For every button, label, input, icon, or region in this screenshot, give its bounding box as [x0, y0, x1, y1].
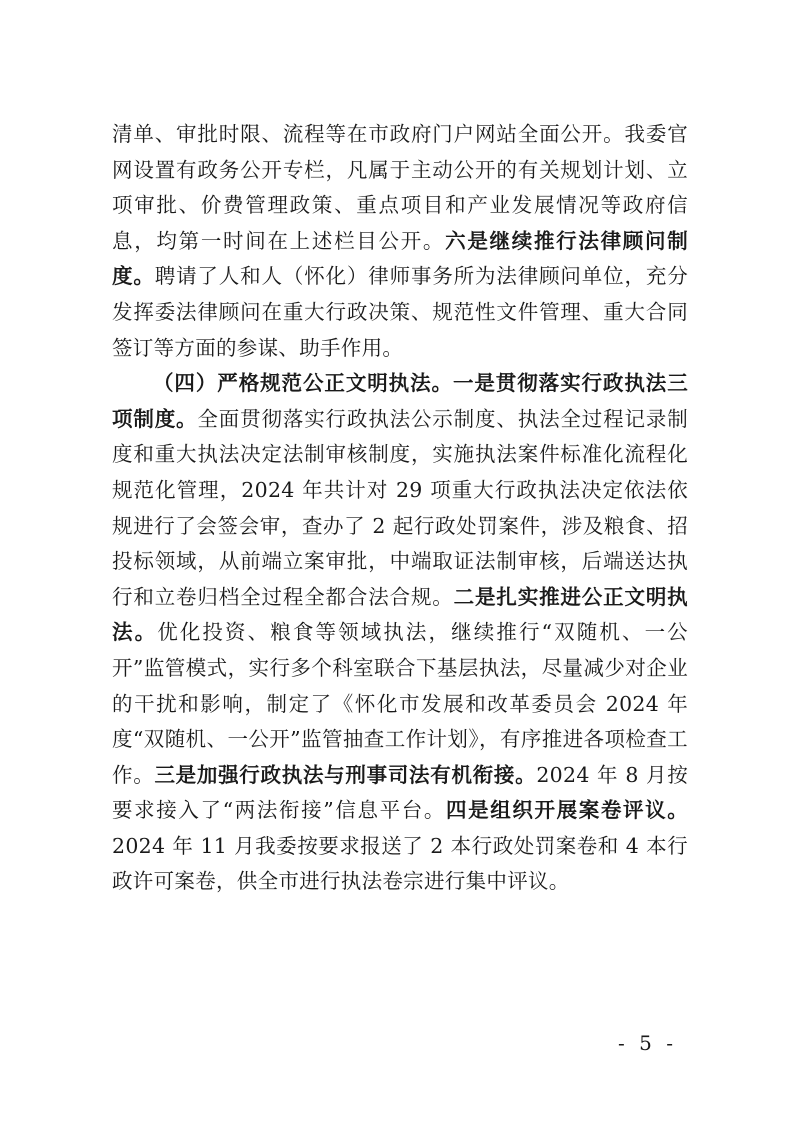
- point-heading-2: 二是扎实推进公正文明执法。: [112, 584, 688, 645]
- paragraph-1: [112, 117, 688, 366]
- paragraph-2-run-5: 优化投资、粮食等领域执法，继续推行“双随机、一公开”监管模式，实行多个科室联合下基层执法，尽量减少对企业的干扰和影响，制定了《怀化市发展和改革委员会 2024 年度“双随机、一公开”监管抽查工作计划》，有序推进各项检查工作。: [112, 620, 688, 787]
- paragraph-2: [112, 366, 688, 900]
- paragraph-1-run-1: 清单、审批时限、流程等在市政府门户网站全面公开。我委官网设置有政务公开专栏，凡属于主动公开的有关规划计划、立项审批、价费管理政策、重点项目和产业发展情况等政府信息，均第一时间在上述栏目公开。: [112, 122, 688, 253]
- paragraph-2-run-9: 2024 年 11 月我委按要求报送了 2 本行政处罚案卷和 4 本行政许可案卷，供全市进行执法卷宗进行集中评议。: [112, 833, 688, 894]
- paragraph-1-run-3: 聘请了人和人（怀化）律师事务所为法律顾问单位，充分发挥委法律顾问在重大行政决策、规范性文件管理、重大合同签订等方面的参谋、助手作用。: [112, 264, 689, 360]
- body-text: [112, 117, 688, 900]
- paragraph-2-run-7: 2024 年 8 月按要求接入了“两法衔接”信息平台。: [112, 762, 688, 823]
- paragraph-2-run-3: 全面贯彻落实行政执法公示制度、执法全过程记录制度和重大执法决定法制审核制度，实施执法案件标准化流程化规范化管理，2024 年共计对 29 项重大行政执法决定依法依规进行了会签会审，查办了 2 起行政处罚案件，涉及粮食、招投标领域，从前端立案审批，中端取证法制审核，后端送达执行和立卷归档全过程全都合法合规。: [112, 406, 688, 609]
- point-heading-4: 四是组织开展案卷评议。: [445, 798, 688, 823]
- point-heading-1: 一是贯彻落实行政执法三项制度。: [112, 371, 688, 431]
- paragraph-1-heading-legal-advisor: 六是继续推行法律顾问制度。: [112, 228, 688, 289]
- point-heading-3: 三是加强行政执法与刑事司法有机衔接。: [154, 762, 537, 787]
- section-heading-4: （四）严格规范公正文明执法。: [153, 371, 453, 396]
- page-number: - 5 -: [618, 1031, 677, 1055]
